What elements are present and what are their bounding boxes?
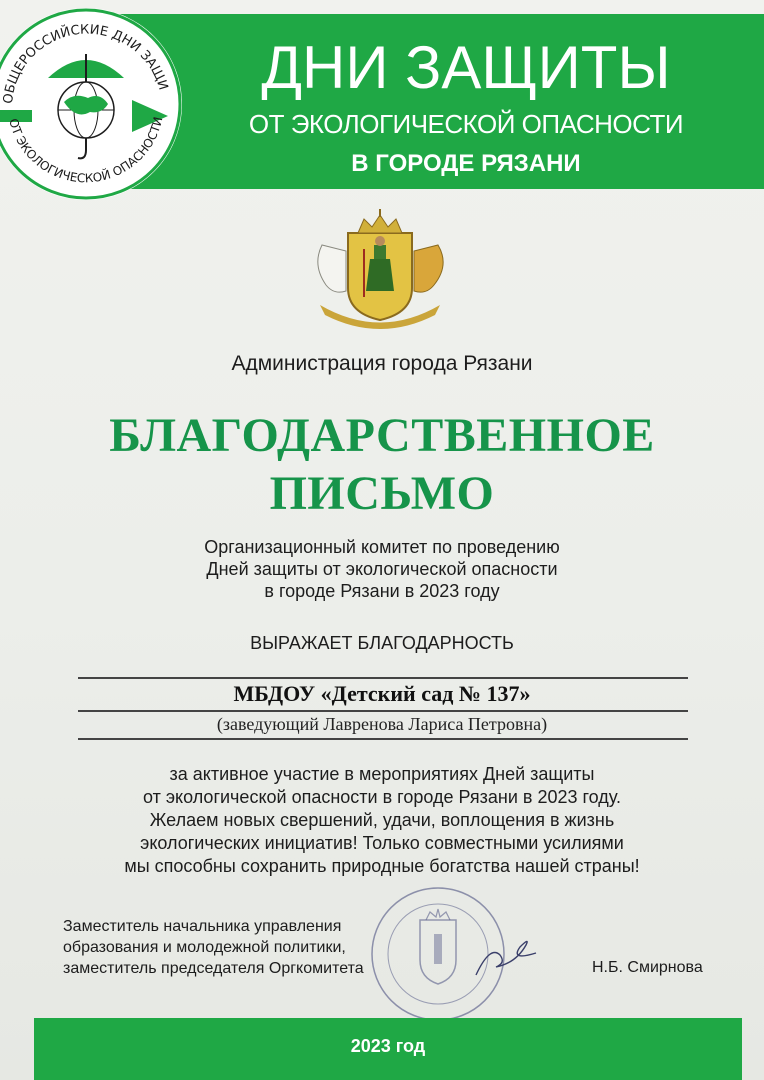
divider-line	[78, 677, 688, 679]
body-line: за активное участие в мероприятиях Дней защиты	[169, 764, 595, 784]
body-line: Желаем новых свершений, удачи, воплощения в жизнь	[149, 810, 615, 830]
thanks-heading: ВЫРАЖАЕТ БЛАГОДАРНОСТЬ	[250, 633, 514, 653]
recipient-organization: МБДОУ «Детский сад № 137»	[233, 681, 531, 706]
organizer-line: Организационный комитет по проведению	[204, 537, 560, 557]
organizer-block	[0, 536, 764, 602]
document-title	[0, 410, 764, 520]
header-city: В ГОРОДЕ РЯЗАНИ	[351, 150, 581, 177]
signatory-name: Н.Б. Смирнова	[592, 959, 703, 976]
signatory-position-line: образования и молодежной политики,	[63, 939, 346, 956]
logo-ring-top-text: ОБЩЕРОССИЙСКИЕ ДНИ ЗАЩИ	[0, 22, 171, 105]
organizer-line: Дней защиты от экологической опасности	[206, 559, 558, 579]
signatory-position-line: заместитель председателя Оргкомитета	[63, 960, 364, 977]
document-title-line1: БЛАГОДАРСТВЕННОЕ	[109, 409, 655, 462]
body-line: экологических инициатив! Только совместными усилиями	[140, 833, 624, 853]
divider-line	[78, 710, 688, 712]
header-band	[88, 14, 764, 189]
issuer-name: Администрация города Рязани	[231, 352, 533, 375]
ryazan-coat-of-arms-icon	[300, 205, 460, 335]
organizer-line: в городе Рязани в 2023 году	[264, 581, 500, 601]
signature-icon	[470, 935, 550, 985]
globe-umbrella-icon	[0, 0, 182, 207]
signatory-position-line: Заместитель начальника управления	[63, 918, 342, 935]
footer-band	[34, 1018, 742, 1080]
header-subtitle: ОТ ЭКОЛОГИЧЕСКОЙ ОПАСНОСТИ	[248, 109, 684, 139]
body-line: мы способны сохранить природные богатства нашей страны!	[124, 856, 640, 876]
body-line: от экологической опасности в городе Рязани в 2023 году.	[142, 787, 622, 807]
signatory-position	[63, 916, 364, 979]
logo-ring-bottom-text: ОТ ЭКОЛОГИЧЕСКОЙ ОПАСНОСТИ	[6, 115, 166, 186]
body-text	[0, 763, 764, 878]
document-title-line2: ПИСЬМО	[269, 467, 495, 520]
footer-year: 2023 год	[350, 1036, 426, 1056]
recipient-head: (заведующий Лавренова Лариса Петровна)	[216, 714, 548, 734]
divider-line	[78, 738, 688, 740]
header-title: ДНИ ЗАЩИТЫ	[261, 34, 671, 101]
